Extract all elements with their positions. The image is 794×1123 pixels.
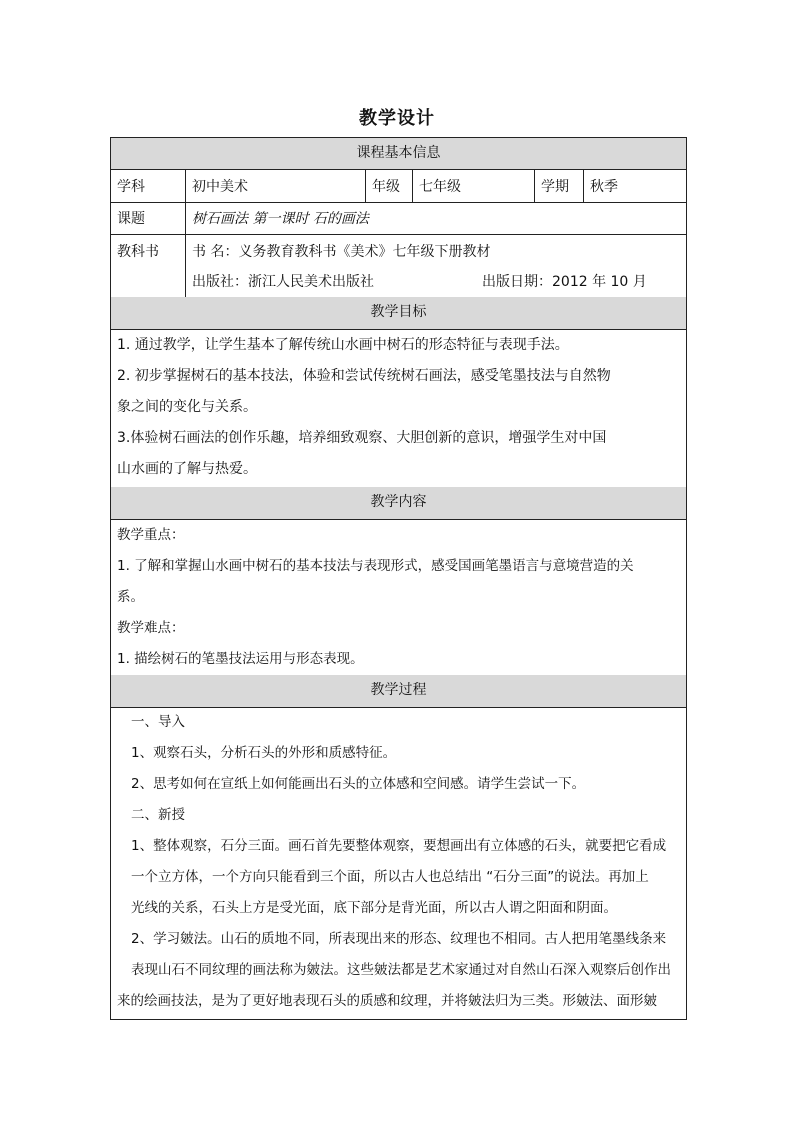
process-line: 二、新授 [131,807,185,823]
objectives-list [117,330,681,485]
objective-line: 2. 初步掌握树石的基本技法，体验和尝试传统树石画法，感受笔墨技法与自然物 [117,368,611,384]
objective-line: 山水画的了解与热爱。 [117,461,257,477]
content-lines [117,520,681,675]
textbook-row [110,234,687,298]
process-line: 一个立方体，一个方向只能看到三个面，所以古人也总结出 “石分三面”的说法。再加上 [131,869,649,885]
subject-row [110,169,687,203]
difficulty-label: 教学难点： [117,620,185,636]
process-line: 2、学习皴法。山石的质地不同，所表现出来的形态、纹理也不相同。古人把用笔墨线条来 [131,931,667,947]
objectives-header-label: 教学目标 [370,304,427,320]
process-lines [117,707,683,1017]
topic-value: 树石画法 第一课时 石的画法 [192,211,369,227]
topic-label: 课题 [111,202,186,234]
textbook-label [111,234,186,297]
process-header-label: 教学过程 [370,682,427,698]
key-point-line: 系。 [117,589,144,605]
process-line: 2、思考如何在宣纸上如何能画出石头的立体感和空间感。请学生尝试一下。 [131,776,586,792]
grade-value: 七年级 [413,169,535,202]
book-name: 书 名：义务教育教科书《美术》七年级下册教材 [192,244,491,260]
basic-info-header-label: 课程基本信息 [356,145,441,161]
publisher: 出版社：浙江人民美术出版社 [192,274,374,290]
objective-line: 象之间的变化与关系。 [117,399,257,415]
objective-line: 1. 通过教学，让学生基本了解传统山水画中树石的形态特征与表现手法。 [117,337,569,353]
key-point-line: 1. 了解和掌握山水画中树石的基本技法与表现形式，感受国画笔墨语言与意境营造的关 [117,558,634,574]
content-header [110,487,687,520]
term-value: 秋季 [590,178,618,195]
subject-value: 初中美术 [186,169,366,202]
content-body [110,519,687,676]
process-line: 1、整体观察，石分三面。画石首先要整体观察，要想画出有立体感的石头，就要把它看成 [131,838,667,854]
topic-row [110,202,687,235]
page-title: 教学设计 [359,108,435,129]
process-header [110,675,687,708]
process-line: 一、导入 [131,714,185,730]
objective-line: 3.体验树石画法的创作乐趣，培养细致观察、大胆创新的意识，增强学生对中国 [117,430,607,446]
key-points-label: 教学重点： [117,527,185,543]
subject-label: 学科 [111,169,186,202]
process-line: 来的绘画技法，是为了更好地表现石头的质感和纹理，并将皴法归为三类。形皴法、面形皴 [117,993,657,1009]
process-body [110,707,687,1020]
term-label: 学期 [535,169,584,202]
objectives-header [110,297,687,330]
objectives-body [110,329,687,488]
publish-date: 出版日期：2012 年 10 月 [482,274,647,290]
process-line: 光线的关系，石头上方是受光面，底下部分是背光面，所以古人谓之阳面和阴面。 [131,900,617,916]
basic-info-header [110,137,687,170]
difficulty-line: 1. 描绘树石的笔墨技法运用与形态表现。 [117,651,364,667]
process-line: 表现山石不同纹理的画法称为皴法。这些皴法都是艺术家通过对自然山石深入观察后创作出 [131,962,671,978]
content-header-label: 教学内容 [370,494,427,510]
textbook-label-text: 教科书 [117,244,159,260]
grade-label: 年级 [366,169,413,202]
process-line: 1、观察石头，分析石头的外形和质感特征。 [131,745,397,761]
